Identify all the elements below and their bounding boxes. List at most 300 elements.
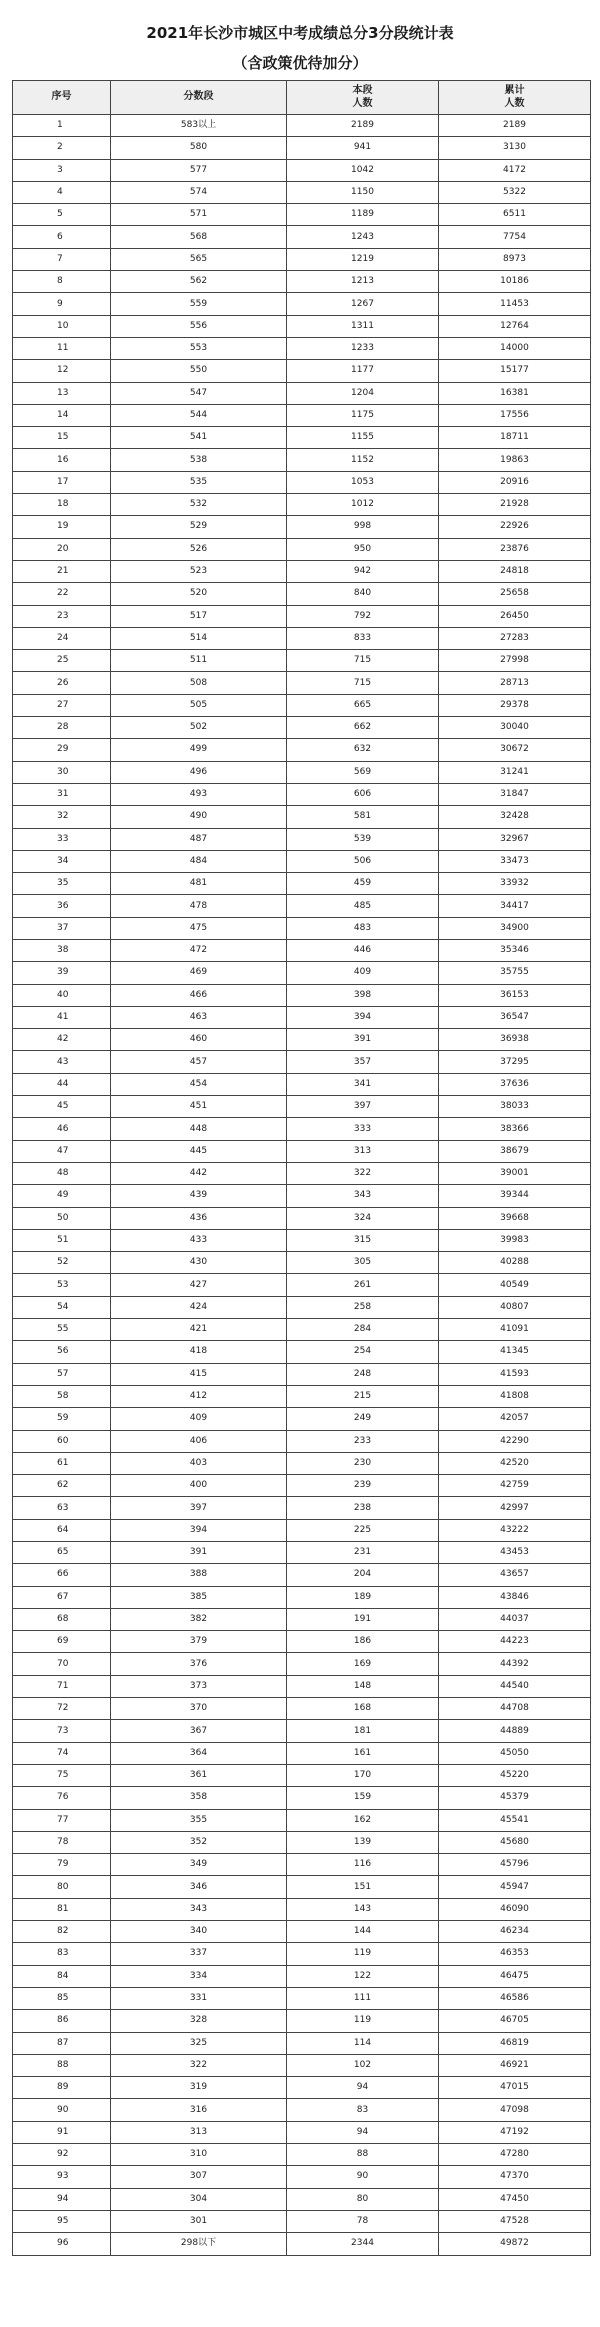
score-range: 358 — [111, 1787, 287, 1809]
row-index: 54 — [13, 1296, 111, 1318]
table-row — [13, 1096, 591, 1118]
table-row — [13, 360, 591, 382]
segment-count: 1053 — [287, 471, 439, 493]
table-row — [13, 1229, 591, 1251]
table-row — [13, 672, 591, 694]
cumulative-count: 42290 — [439, 1430, 591, 1452]
score-range: 466 — [111, 984, 287, 1006]
row-index: 74 — [13, 1742, 111, 1764]
cumulative-count: 39983 — [439, 1229, 591, 1251]
score-range: 457 — [111, 1051, 287, 1073]
segment-count: 248 — [287, 1363, 439, 1385]
table-row — [13, 783, 591, 805]
row-index: 8 — [13, 271, 111, 293]
cumulative-count: 2189 — [439, 115, 591, 137]
segment-count: 225 — [287, 1519, 439, 1541]
row-index: 80 — [13, 1876, 111, 1898]
row-index: 64 — [13, 1519, 111, 1541]
table-row — [13, 1542, 591, 1564]
row-index: 68 — [13, 1608, 111, 1630]
row-index: 81 — [13, 1898, 111, 1920]
segment-count: 116 — [287, 1854, 439, 1876]
cumulative-count: 40807 — [439, 1296, 591, 1318]
segment-count: 313 — [287, 1140, 439, 1162]
row-index: 57 — [13, 1363, 111, 1385]
score-range: 553 — [111, 337, 287, 359]
segment-count: 189 — [287, 1586, 439, 1608]
segment-count: 632 — [287, 739, 439, 761]
cumulative-count: 4172 — [439, 159, 591, 181]
row-index: 58 — [13, 1385, 111, 1407]
row-index: 23 — [13, 605, 111, 627]
segment-count: 83 — [287, 2099, 439, 2121]
table-row — [13, 1207, 591, 1229]
cumulative-count: 43846 — [439, 1586, 591, 1608]
score-range: 403 — [111, 1452, 287, 1474]
table-row — [13, 1073, 591, 1095]
segment-count: 1243 — [287, 226, 439, 248]
table-row — [13, 1921, 591, 1943]
segment-count: 1150 — [287, 181, 439, 203]
segment-count: 215 — [287, 1385, 439, 1407]
cumulative-count: 38366 — [439, 1118, 591, 1140]
score-range: 340 — [111, 1921, 287, 1943]
score-range: 313 — [111, 2121, 287, 2143]
row-index: 37 — [13, 917, 111, 939]
segment-count: 261 — [287, 1274, 439, 1296]
row-index: 89 — [13, 2077, 111, 2099]
cumulative-count: 46475 — [439, 1965, 591, 1987]
cumulative-count: 34900 — [439, 917, 591, 939]
score-range: 370 — [111, 1698, 287, 1720]
score-range: 337 — [111, 1943, 287, 1965]
cumulative-count: 47015 — [439, 2077, 591, 2099]
table-row — [13, 1675, 591, 1697]
table-row — [13, 1006, 591, 1028]
cumulative-count: 36547 — [439, 1006, 591, 1028]
cumulative-count: 7754 — [439, 226, 591, 248]
row-index: 33 — [13, 828, 111, 850]
table-row — [13, 1430, 591, 1452]
cumulative-count: 46586 — [439, 1987, 591, 2009]
row-index: 47 — [13, 1140, 111, 1162]
segment-count: 169 — [287, 1653, 439, 1675]
cumulative-count: 46921 — [439, 2054, 591, 2076]
row-index: 44 — [13, 1073, 111, 1095]
score-range: 445 — [111, 1140, 287, 1162]
table-row — [13, 761, 591, 783]
segment-count: 249 — [287, 1408, 439, 1430]
segment-count: 181 — [287, 1720, 439, 1742]
row-index: 45 — [13, 1096, 111, 1118]
segment-count: 143 — [287, 1898, 439, 1920]
score-range: 418 — [111, 1341, 287, 1363]
row-index: 18 — [13, 494, 111, 516]
segment-count: 1204 — [287, 382, 439, 404]
row-index: 13 — [13, 382, 111, 404]
score-range: 478 — [111, 895, 287, 917]
row-index: 24 — [13, 627, 111, 649]
row-index: 25 — [13, 650, 111, 672]
segment-count: 569 — [287, 761, 439, 783]
table-row — [13, 1608, 591, 1630]
row-index: 88 — [13, 2054, 111, 2076]
row-index: 94 — [13, 2188, 111, 2210]
cumulative-count: 44037 — [439, 1608, 591, 1630]
cumulative-count: 11453 — [439, 293, 591, 315]
cumulative-count: 36153 — [439, 984, 591, 1006]
segment-count: 80 — [287, 2188, 439, 2210]
score-range: 520 — [111, 583, 287, 605]
row-index: 48 — [13, 1162, 111, 1184]
row-index: 56 — [13, 1341, 111, 1363]
table-row — [13, 137, 591, 159]
table-row — [13, 2032, 591, 2054]
segment-count: 998 — [287, 516, 439, 538]
segment-count: 148 — [287, 1675, 439, 1697]
row-index: 1 — [13, 115, 111, 137]
row-index: 39 — [13, 962, 111, 984]
table-row — [13, 181, 591, 203]
score-range: 319 — [111, 2077, 287, 2099]
cumulative-count: 12764 — [439, 315, 591, 337]
table-row — [13, 1319, 591, 1341]
table-row — [13, 806, 591, 828]
score-range: 367 — [111, 1720, 287, 1742]
row-index: 27 — [13, 694, 111, 716]
score-distribution-table — [12, 80, 591, 2256]
table-row — [13, 1162, 591, 1184]
table-title: 2021年长沙市城区中考成绩总分3分段统计表 — [146, 24, 454, 42]
table-row — [13, 471, 591, 493]
score-range: 415 — [111, 1363, 287, 1385]
table-row — [13, 1408, 591, 1430]
row-index: 34 — [13, 850, 111, 872]
row-index: 40 — [13, 984, 111, 1006]
cumulative-count: 44392 — [439, 1653, 591, 1675]
cumulative-count: 45541 — [439, 1809, 591, 1831]
score-range: 490 — [111, 806, 287, 828]
cumulative-count: 24818 — [439, 560, 591, 582]
table-row — [13, 962, 591, 984]
score-range: 469 — [111, 962, 287, 984]
segment-count: 139 — [287, 1831, 439, 1853]
score-range: 400 — [111, 1475, 287, 1497]
table-row — [13, 1296, 591, 1318]
segment-count: 1012 — [287, 494, 439, 516]
segment-count: 1152 — [287, 449, 439, 471]
segment-count: 191 — [287, 1608, 439, 1630]
cumulative-count: 5322 — [439, 181, 591, 203]
table-row — [13, 538, 591, 560]
cumulative-count: 42997 — [439, 1497, 591, 1519]
row-index: 15 — [13, 427, 111, 449]
score-range: 322 — [111, 2054, 287, 2076]
segment-count: 1189 — [287, 204, 439, 226]
cumulative-count: 45220 — [439, 1764, 591, 1786]
cumulative-count: 46819 — [439, 2032, 591, 2054]
score-range: 568 — [111, 226, 287, 248]
table-row — [13, 427, 591, 449]
header-count — [287, 81, 439, 115]
table-row — [13, 1029, 591, 1051]
score-range: 316 — [111, 2099, 287, 2121]
table-row — [13, 1452, 591, 1474]
segment-count: 840 — [287, 583, 439, 605]
score-range: 451 — [111, 1096, 287, 1118]
row-index: 59 — [13, 1408, 111, 1430]
score-range: 475 — [111, 917, 287, 939]
segment-count: 239 — [287, 1475, 439, 1497]
row-index: 41 — [13, 1006, 111, 1028]
table-row — [13, 2077, 591, 2099]
cumulative-count: 46353 — [439, 1943, 591, 1965]
table-row — [13, 204, 591, 226]
score-range: 454 — [111, 1073, 287, 1095]
header-cumulative — [439, 81, 591, 115]
table-row — [13, 494, 591, 516]
cumulative-count: 44708 — [439, 1698, 591, 1720]
header-index: 序号 — [13, 81, 111, 115]
score-range: 541 — [111, 427, 287, 449]
segment-count: 2189 — [287, 115, 439, 137]
segment-count: 394 — [287, 1006, 439, 1028]
table-row — [13, 226, 591, 248]
segment-count: 397 — [287, 1096, 439, 1118]
segment-count: 1155 — [287, 427, 439, 449]
row-index: 61 — [13, 1452, 111, 1474]
table-row — [13, 1341, 591, 1363]
cumulative-count: 41808 — [439, 1385, 591, 1407]
table-row — [13, 115, 591, 137]
segment-count: 90 — [287, 2166, 439, 2188]
cumulative-count: 44540 — [439, 1675, 591, 1697]
row-index: 75 — [13, 1764, 111, 1786]
table-row — [13, 2099, 591, 2121]
table-row — [13, 873, 591, 895]
row-index: 22 — [13, 583, 111, 605]
table-row — [13, 404, 591, 426]
cumulative-count: 49872 — [439, 2233, 591, 2255]
segment-count: 305 — [287, 1252, 439, 1274]
score-range: 472 — [111, 939, 287, 961]
row-index: 4 — [13, 181, 111, 203]
row-index: 73 — [13, 1720, 111, 1742]
row-index: 46 — [13, 1118, 111, 1140]
score-range: 511 — [111, 650, 287, 672]
segment-count: 258 — [287, 1296, 439, 1318]
row-index: 29 — [13, 739, 111, 761]
table-row — [13, 917, 591, 939]
score-range: 535 — [111, 471, 287, 493]
row-index: 31 — [13, 783, 111, 805]
table-row — [13, 1519, 591, 1541]
score-range: 484 — [111, 850, 287, 872]
row-index: 38 — [13, 939, 111, 961]
cumulative-count: 45680 — [439, 1831, 591, 1853]
segment-count: 144 — [287, 1921, 439, 1943]
score-range: 349 — [111, 1854, 287, 1876]
score-range: 577 — [111, 159, 287, 181]
row-index: 6 — [13, 226, 111, 248]
segment-count: 662 — [287, 717, 439, 739]
score-range: 412 — [111, 1385, 287, 1407]
row-index: 35 — [13, 873, 111, 895]
table-row — [13, 159, 591, 181]
cumulative-count: 39001 — [439, 1162, 591, 1184]
segment-count: 231 — [287, 1542, 439, 1564]
table-row — [13, 1385, 591, 1407]
row-index: 5 — [13, 204, 111, 226]
segment-count: 238 — [287, 1497, 439, 1519]
segment-count: 341 — [287, 1073, 439, 1095]
cumulative-count: 43222 — [439, 1519, 591, 1541]
segment-count: 409 — [287, 962, 439, 984]
score-range: 526 — [111, 538, 287, 560]
score-range: 505 — [111, 694, 287, 716]
row-index: 3 — [13, 159, 111, 181]
score-range: 532 — [111, 494, 287, 516]
score-range: 388 — [111, 1564, 287, 1586]
score-range: 334 — [111, 1965, 287, 1987]
segment-count: 186 — [287, 1631, 439, 1653]
table-row — [13, 2054, 591, 2076]
cumulative-count: 25658 — [439, 583, 591, 605]
table-row — [13, 1252, 591, 1274]
score-range: 493 — [111, 783, 287, 805]
score-range: 547 — [111, 382, 287, 404]
segment-count: 254 — [287, 1341, 439, 1363]
score-range: 361 — [111, 1764, 287, 1786]
row-index: 32 — [13, 806, 111, 828]
cumulative-count: 39668 — [439, 1207, 591, 1229]
cumulative-count: 41593 — [439, 1363, 591, 1385]
row-index: 93 — [13, 2166, 111, 2188]
table-row — [13, 1987, 591, 2009]
segment-count: 459 — [287, 873, 439, 895]
row-index: 92 — [13, 2144, 111, 2166]
segment-count: 665 — [287, 694, 439, 716]
score-range: 550 — [111, 360, 287, 382]
row-index: 42 — [13, 1029, 111, 1051]
segment-count: 1267 — [287, 293, 439, 315]
row-index: 95 — [13, 2210, 111, 2232]
score-range: 559 — [111, 293, 287, 315]
table-row — [13, 248, 591, 270]
score-range: 331 — [111, 1987, 287, 2009]
score-range: 328 — [111, 2010, 287, 2032]
row-index: 79 — [13, 1854, 111, 1876]
cumulative-count: 46705 — [439, 2010, 591, 2032]
table-row — [13, 1854, 591, 1876]
table-row — [13, 1051, 591, 1073]
table-row — [13, 382, 591, 404]
cumulative-count: 14000 — [439, 337, 591, 359]
table-row — [13, 650, 591, 672]
cumulative-count: 39344 — [439, 1185, 591, 1207]
table-row — [13, 2233, 591, 2255]
table-row — [13, 605, 591, 627]
row-index: 53 — [13, 1274, 111, 1296]
score-range: 565 — [111, 248, 287, 270]
score-range: 406 — [111, 1430, 287, 1452]
row-index: 83 — [13, 1943, 111, 1965]
table-row — [13, 895, 591, 917]
segment-count: 1219 — [287, 248, 439, 270]
row-index: 7 — [13, 248, 111, 270]
score-range: 376 — [111, 1653, 287, 1675]
cumulative-count: 36938 — [439, 1029, 591, 1051]
cumulative-count: 35755 — [439, 962, 591, 984]
cumulative-count: 32428 — [439, 806, 591, 828]
table-row — [13, 1564, 591, 1586]
cumulative-count: 28713 — [439, 672, 591, 694]
score-range: 409 — [111, 1408, 287, 1430]
score-range: 529 — [111, 516, 287, 538]
cumulative-count: 47192 — [439, 2121, 591, 2143]
row-index: 2 — [13, 137, 111, 159]
table-row — [13, 1475, 591, 1497]
segment-count: 151 — [287, 1876, 439, 1898]
row-index: 72 — [13, 1698, 111, 1720]
cumulative-count: 45947 — [439, 1876, 591, 1898]
row-index: 16 — [13, 449, 111, 471]
score-range: 430 — [111, 1252, 287, 1274]
row-index: 30 — [13, 761, 111, 783]
table-row — [13, 1764, 591, 1786]
row-index: 52 — [13, 1252, 111, 1274]
table-row — [13, 337, 591, 359]
score-range: 325 — [111, 2032, 287, 2054]
row-index: 63 — [13, 1497, 111, 1519]
row-index: 9 — [13, 293, 111, 315]
cumulative-count: 42057 — [439, 1408, 591, 1430]
score-range: 310 — [111, 2144, 287, 2166]
cumulative-count: 47450 — [439, 2188, 591, 2210]
score-range: 382 — [111, 1608, 287, 1630]
table-row — [13, 1497, 591, 1519]
score-range: 301 — [111, 2210, 287, 2232]
table-row — [13, 739, 591, 761]
table-row — [13, 2188, 591, 2210]
row-index: 50 — [13, 1207, 111, 1229]
cumulative-count: 21928 — [439, 494, 591, 516]
score-range: 496 — [111, 761, 287, 783]
row-index: 90 — [13, 2099, 111, 2121]
score-range: 442 — [111, 1162, 287, 1184]
segment-count: 102 — [287, 2054, 439, 2076]
row-index: 51 — [13, 1229, 111, 1251]
score-range: 514 — [111, 627, 287, 649]
segment-count: 78 — [287, 2210, 439, 2232]
table-row — [13, 694, 591, 716]
table-row — [13, 1965, 591, 1987]
table-row — [13, 271, 591, 293]
score-range: 421 — [111, 1319, 287, 1341]
table-row — [13, 2144, 591, 2166]
cumulative-count: 45050 — [439, 1742, 591, 1764]
table-row — [13, 1118, 591, 1140]
table-row — [13, 2166, 591, 2188]
row-index: 62 — [13, 1475, 111, 1497]
segment-count: 333 — [287, 1118, 439, 1140]
score-range: 580 — [111, 137, 287, 159]
row-index: 12 — [13, 360, 111, 382]
row-index: 91 — [13, 2121, 111, 2143]
cumulative-count: 30040 — [439, 717, 591, 739]
row-index: 77 — [13, 1809, 111, 1831]
segment-count: 715 — [287, 672, 439, 694]
